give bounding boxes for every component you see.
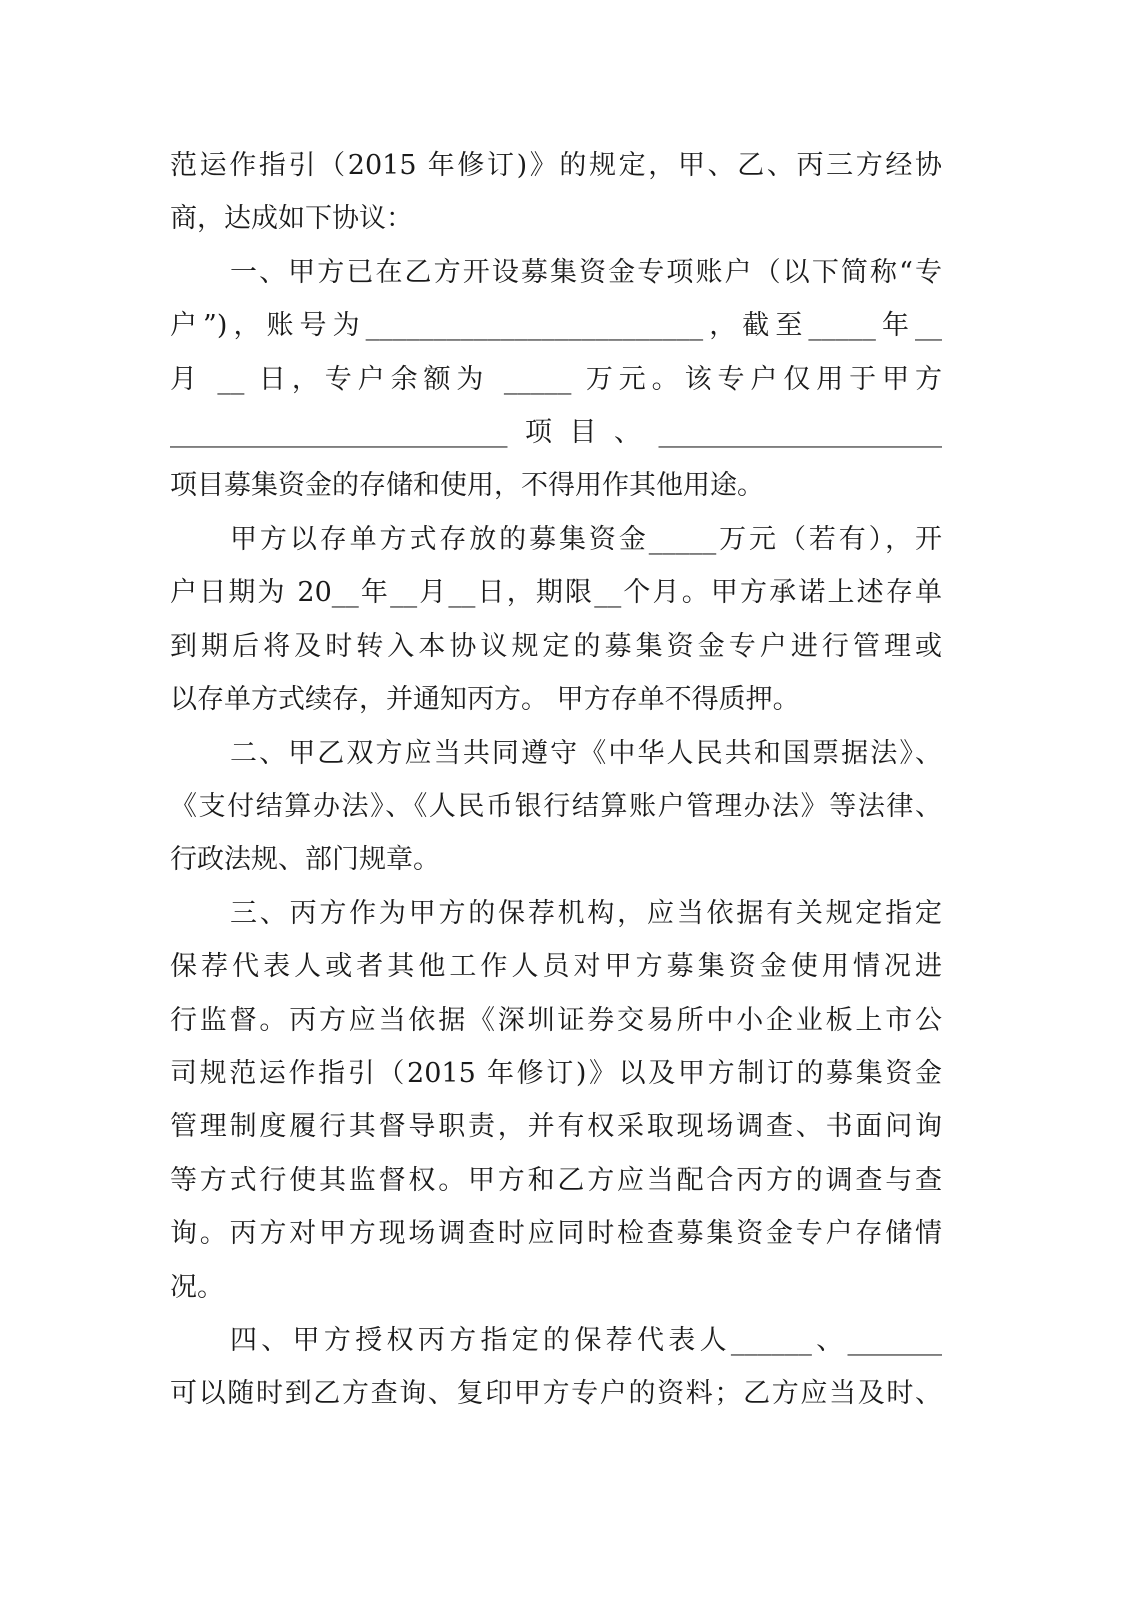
body-text-line: 等方式行使其监督权。甲方和乙方应当配合丙方的调查与查	[170, 1165, 942, 1196]
body-text-line: 项目募集资金的存储和使用，不得用作其他用途。	[170, 470, 764, 501]
clause-two-heading-line: 二、甲乙双方应当共同遵守《中华人民共和国票据法》、	[230, 738, 942, 769]
body-text-line: 保荐代表人或者其他工作人员对甲方募集资金使用情况进	[170, 951, 942, 982]
body-text-line: 范运作指引（2015 年修订)》的规定，甲、乙、丙三方经协	[170, 150, 942, 181]
clause-four-heading-line: 四、甲方授权丙方指定的保荐代表人______、_______	[230, 1325, 942, 1356]
body-text-line: 到期后将及时转入本协议规定的募集资金专户进行管理或	[170, 631, 942, 662]
body-text-line: 《支付结算办法》、《人民币银行结算账户管理办法》等法律、	[170, 791, 942, 822]
body-text-line: 行监督。丙方应当依据《深圳证券交易所中小企业板上市公	[170, 1005, 942, 1036]
body-text-line: 户日期为 20__年__月__日，期限__个月。甲方承诺上述存单	[170, 577, 942, 608]
body-text-line: 管理制度履行其督导职责，并有权采取现场调查、书面问询	[170, 1111, 942, 1142]
body-text-line: 行政法规、部门规章。	[170, 844, 440, 875]
body-text-line: 司规范运作指引（2015 年修订)》以及甲方制订的募集资金	[170, 1058, 942, 1089]
body-text-line: 户”)，账号为_________________________，截至_____年__	[170, 310, 942, 341]
body-text-line: 以存单方式续存，并通知丙方。 甲方存单不得质押。	[170, 684, 800, 715]
paragraph-start-line: 甲方以存单方式存放的募集资金_____万元（若有），开	[230, 524, 942, 555]
body-text-line: 商，达成如下协议：	[170, 203, 413, 234]
body-text-line: 月 __ 日，专户余额为 _____ 万元。该专户仅用于甲方	[170, 364, 942, 395]
body-text-line: 询。丙方对甲方现场调查时应同时检查募集资金专户存储情	[170, 1218, 942, 1249]
body-text-line: 况。	[170, 1272, 224, 1303]
body-text-line: _________________________项目、_____________________	[170, 417, 942, 448]
clause-one-heading-line: 一、甲方已在乙方开设募集资金专项账户（以下简称“专	[230, 257, 942, 288]
clause-three-heading-line: 三、丙方作为甲方的保荐机构，应当依据有关规定指定	[230, 898, 942, 929]
body-text-line: 可以随时到乙方查询、复印甲方专户的资料；乙方应当及时、	[170, 1378, 942, 1409]
